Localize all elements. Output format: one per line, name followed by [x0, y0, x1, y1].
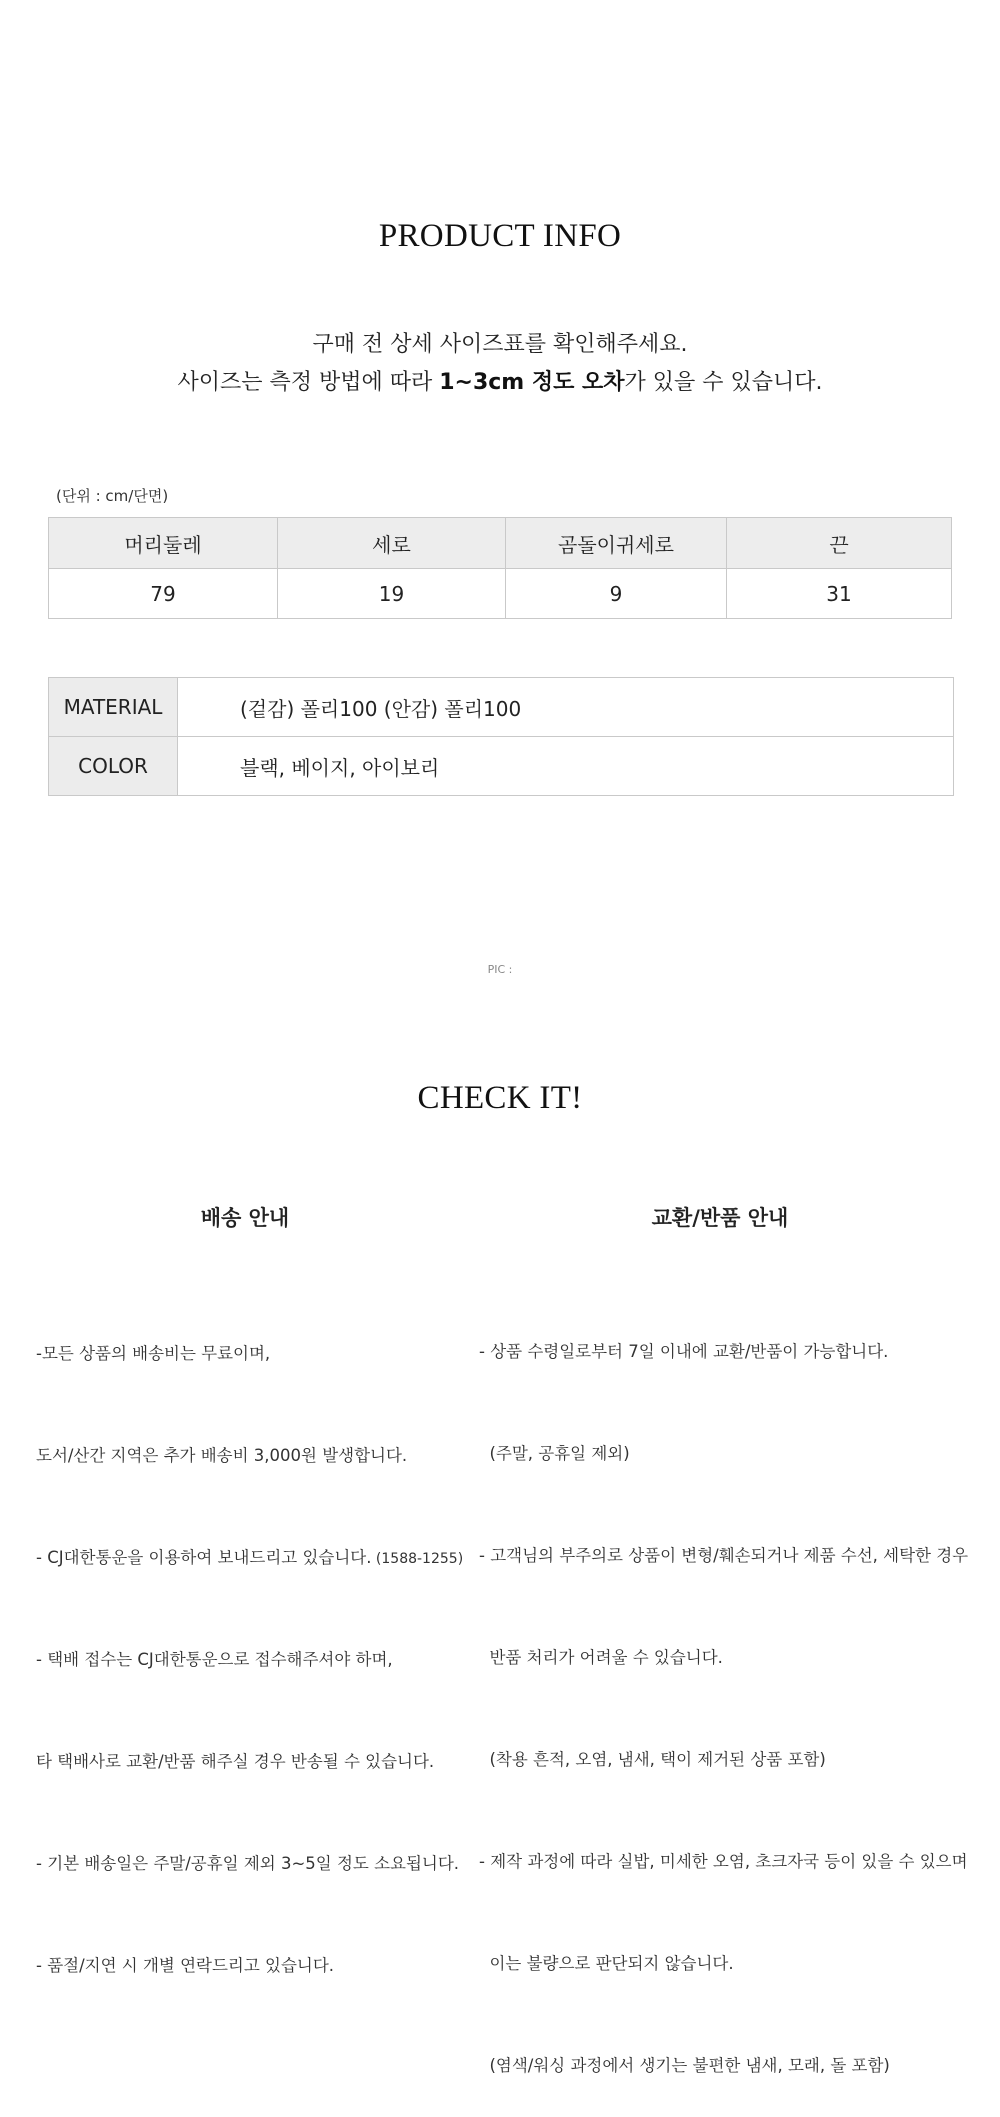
size-table-header-row [49, 518, 952, 569]
size-notice-line2-emphasis: 1~3cm 정도 오차 [439, 370, 625, 395]
size-notice-line1: 구매 전 상세 사이즈표를 확인해주세요. [312, 332, 688, 357]
size-header-strap: 끈 [727, 518, 952, 569]
shipping-note: - 택배 접수는 CJ대한통운으로 접수해주셔야 하며, [36, 1650, 393, 1669]
size-value-strap: 31 [727, 569, 952, 619]
size-table-value-row [49, 569, 952, 619]
exchange-note: (주말, 공휴일 제외) [479, 1444, 630, 1463]
material-value: (겉감) 폴리100 (안감) 폴리100 [178, 678, 954, 737]
size-header-bear-ear-height: 곰돌이귀세로 [506, 518, 727, 569]
size-value-bear-ear-height: 9 [506, 569, 727, 619]
material-table [48, 677, 954, 796]
exchange-title: 교환/반품 안내 [651, 1206, 789, 1230]
shipping-note: -모든 상품의 배송비는 무료이며, [36, 1344, 271, 1363]
size-header-head-circumference: 머리둘레 [49, 518, 278, 569]
shipping-note: - 품절/지연 시 개별 연락드리고 있습니다. [36, 1956, 335, 1975]
size-notice-line2 [0, 364, 1000, 402]
exchange-note: - 고객님의 부주의로 상품이 변형/훼손되거나 제품 수선, 세탁한 경우 [479, 1546, 969, 1565]
shipping-note-courier [36, 1541, 463, 1575]
product-info-title: PRODUCT INFO [378, 218, 622, 254]
material-label: MATERIAL [49, 678, 178, 737]
exchange-note: 반품 처리가 어려울 수 있습니다. [479, 1648, 723, 1667]
shipping-note: - CJ대한통운을 이용하여 보내드리고 있습니다. [36, 1548, 372, 1567]
color-label: COLOR [49, 737, 178, 796]
shipping-notes [36, 1269, 463, 2017]
exchange-note: 이는 불량으로 판단되지 않습니다. [479, 1954, 734, 1973]
shipping-note: 도서/산간 지역은 추가 배송비 3,000원 발생합니다. [36, 1446, 408, 1465]
shipping-note: - 기본 배송일은 주말/공휴일 제외 3~5일 정도 소요됩니다. [36, 1854, 460, 1873]
size-unit-label: (단위 : cm/단면) [56, 487, 169, 505]
exchange-note: (착용 흔적, 오염, 냄새, 택이 제거된 상품 포함) [479, 1750, 826, 1769]
color-row [49, 737, 954, 796]
exchange-notes [479, 1267, 968, 2117]
size-header-height: 세로 [278, 518, 506, 569]
exchange-note: - 제작 과정에 따라 실밥, 미세한 오염, 초크자국 등이 있을 수 있으며 [479, 1852, 968, 1871]
exchange-note: - 상품 수령일로부터 7일 이내에 교환/반품이 가능합니다. [479, 1342, 889, 1361]
size-notice [0, 326, 1000, 402]
size-notice-line2-pre: 사이즈는 측정 방법에 따라 [177, 370, 440, 395]
size-value-head-circumference: 79 [49, 569, 278, 619]
size-table [48, 517, 952, 619]
material-row [49, 678, 954, 737]
check-it-title: CHECK IT! [417, 1080, 583, 1116]
shipping-note: 타 택배사로 교환/반품 해주실 경우 반송될 수 있습니다. [36, 1752, 435, 1771]
exchange-note: (염색/워싱 과정에서 생기는 불편한 냄새, 모래, 돌 포함) [479, 2056, 890, 2075]
color-value: 블랙, 베이지, 아이보리 [178, 737, 954, 796]
size-notice-line2-post: 가 있을 수 있습니다. [624, 370, 823, 395]
pic-label: PIC : [487, 963, 513, 976]
courier-phone: (1588-1255) [371, 1551, 464, 1567]
shipping-title: 배송 안내 [200, 1206, 290, 1230]
size-value-height: 19 [278, 569, 506, 619]
